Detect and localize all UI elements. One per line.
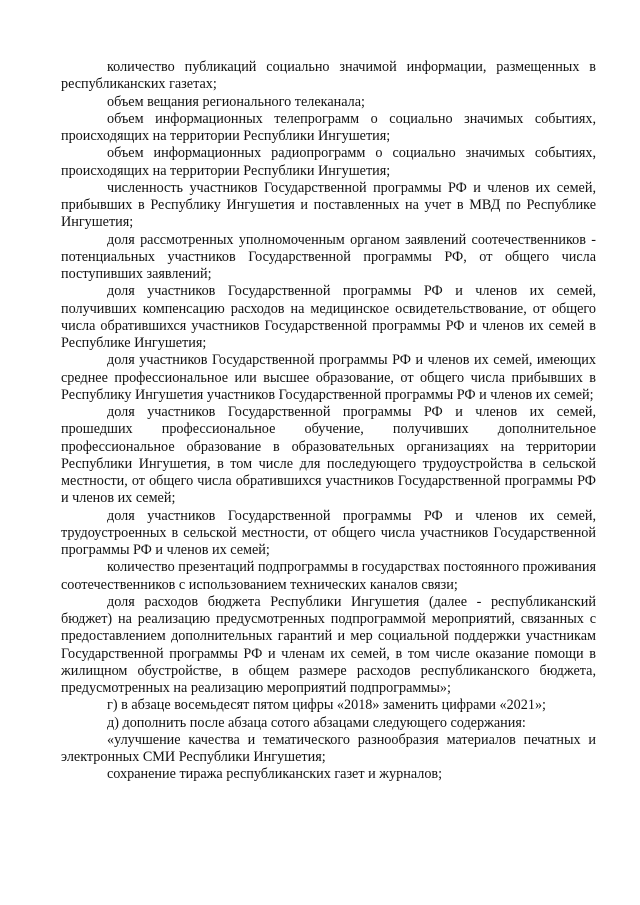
paragraph-radio-programs-volume: объем информационных радиопрограмм о социально значимых событиях, происходящих на территории Республики Ингушетия; <box>61 145 596 179</box>
paragraph-education-share: доля участников Государственной программы РФ и членов их семей, имеющих среднее профессиональное или высшее образование, от общего числа прибывших в Республику Ингушетия участников Государственной программы РФ и членов их семей; <box>61 352 596 403</box>
paragraph-training-share: доля участников Государственной программы РФ и членов их семей, прошедших профессиональное обучение, получивших дополнительное профессиональное образование в образовательных организациях на территории Республики Ингушетия, в том числе для последующего трудоустройства в сельской местности, от общего числа обратившихся участников Государственной программы РФ и членов их семей; <box>61 404 596 507</box>
paragraph-medical-compensation-share: доля участников Государственной программы РФ и членов их семей, получивших компенсацию расходов на медицинское освидетельствование, от общего числа обратившихся участников Государственной программы РФ и членов их семей в Республике Ингушетия; <box>61 283 596 351</box>
paragraph-budget-share: доля расходов бюджета Республики Ингушетия (далее - республиканский бюджет) на реализацию предусмотренных подпрограммой мероприятий, связанных с предоставлением дополнительных гарантий и мер социальной поддержки участникам Государственной программы РФ и членам их семей, в том числе оказание помощи в жилищном обустройстве, в общем размере расходов республиканского бюджета, предусмотренных на реализацию мероприятий подпрограммы»; <box>61 593 596 696</box>
paragraph-publications-count: количество публикаций социально значимой информации, размещенных в республиканских газетах; <box>61 59 596 93</box>
paragraph-amendment-g: г) в абзаце восемьдесят пятом цифры «2018» заменить цифрами «2021»; <box>107 697 547 714</box>
paragraph-participants-count: численность участников Государственной программы РФ и членов их семей, прибывших в Республику Ингушетия и поставленных на учет в МВД по Республике Ингушетия; <box>61 179 596 231</box>
paragraph-applications-share: доля рассмотренных уполномоченным органом заявлений соотечественников - потенциальных участников Государственной программы РФ, от общего числа поступивших заявлений; <box>61 231 596 282</box>
paragraph-circulation: сохранение тиража республиканских газет и журналов; <box>107 766 443 783</box>
paragraph-media-quality: «улучшение качества и тематического разнообразия материалов печатных и электронных СМИ Республики Ингушетия; <box>61 731 596 765</box>
paragraph-tv-broadcast-volume: объем вещания регионального телеканала; <box>107 93 365 110</box>
paragraph-presentations-count: количество презентаций подпрограммы в государствах постоянного проживания соотечественников с использованием технических каналов связи; <box>61 559 596 593</box>
document-page <box>61 59 596 784</box>
paragraph-rural-employment-share: доля участников Государственной программы РФ и членов их семей, трудоустроенных в сельской местности, от общего числа участников Государственной программы РФ и членов их семей; <box>61 507 596 558</box>
paragraph-amendment-d: д) дополнить после абзаца сотого абзацами следующего содержания: <box>107 714 526 731</box>
paragraph-tv-programs-volume: объем информационных телепрограмм о социально значимых событиях, происходящих на территории Республики Ингушетия; <box>61 110 596 144</box>
